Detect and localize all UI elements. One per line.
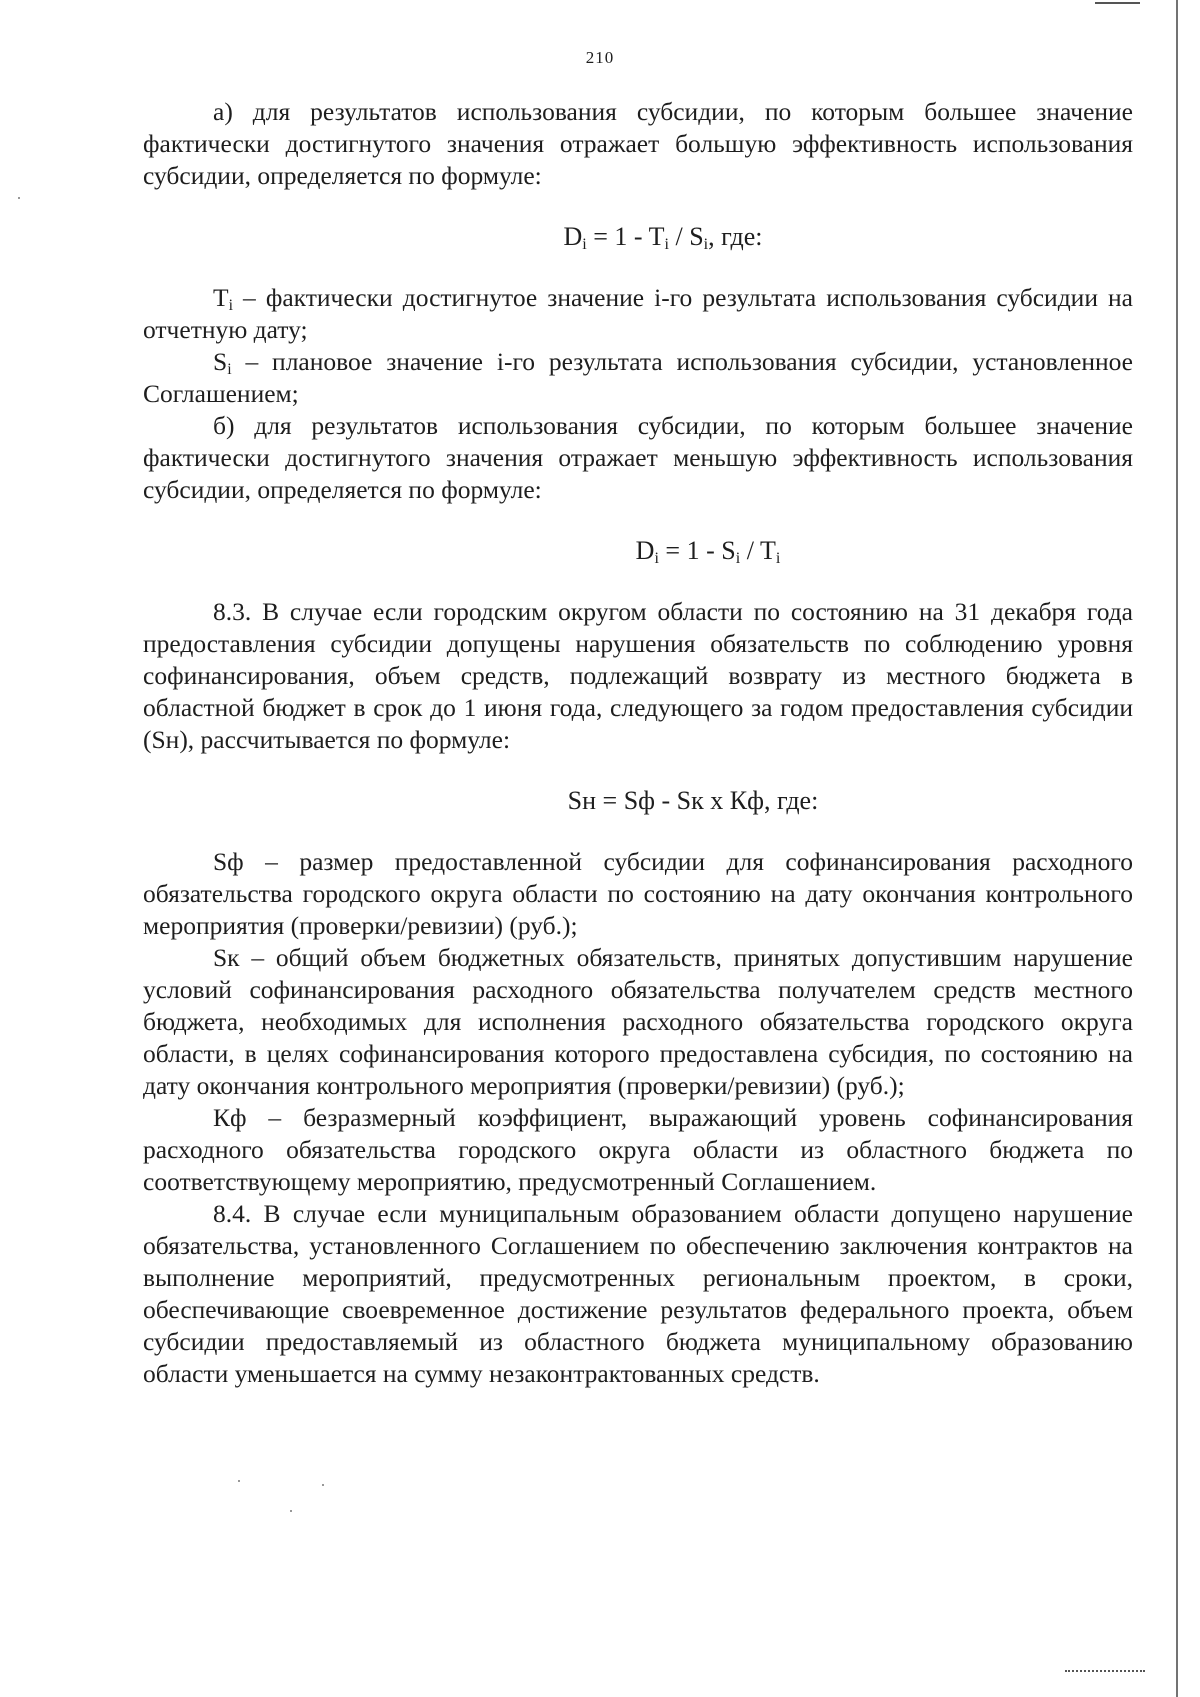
definition-s <box>143 346 1133 410</box>
formula-tail: , где: <box>708 222 763 251</box>
formula-symbol: T <box>648 222 665 251</box>
formula-symbol: S <box>721 536 736 565</box>
scan-speck <box>290 1510 292 1512</box>
formula-operator: = 1 - <box>658 536 722 565</box>
formula-index: i <box>664 236 669 253</box>
formula-symbol: T <box>759 536 776 565</box>
def-index: i <box>227 361 232 378</box>
page-number: 210 <box>585 48 615 67</box>
definition-sk: Sк – общий объем бюджетных обязательств, принятых допустившим нарушение условий софинансирования расходного обязательства получателем средств местного бюджета, необходимых для исполнения расходного обязательства городского округа области, в целях софинансирования которого предоставлена субсидия, по состоянию на дату окончания контрольного мероприятия (проверки/ревизии) (руб.); <box>143 943 1133 1100</box>
formula-index: i <box>775 550 781 567</box>
document-body <box>143 96 1133 1390</box>
definition-sf: Sф – размер предоставленной субсидии для софинансирования расходного обязательства городского округа области по состоянию на дату окончания контрольного мероприятия (проверки/ревизии) (руб.); <box>143 847 1133 940</box>
scan-speck <box>238 1480 240 1482</box>
scan-artifact <box>1095 2 1140 4</box>
def-symbol: T <box>213 283 229 312</box>
formula-sn: Sн = Sф - Sк х Кф, где: <box>567 786 819 815</box>
scan-speck <box>322 1484 324 1486</box>
formula-index: i <box>582 236 587 253</box>
def-symbol: S <box>213 347 228 376</box>
scan-edge-line <box>1176 0 1178 1697</box>
scan-speck <box>18 197 20 199</box>
formula-symbol: D <box>563 222 583 251</box>
formula-operator: / <box>740 536 760 565</box>
paragraph-a: а) для результатов использования субсидии, по которым большее значение фактически достигнутого значения отражает большую эффективность использования субсидии, определяется по формуле: <box>143 97 1133 190</box>
definition-t <box>143 282 1133 346</box>
formula-index: i <box>654 550 659 567</box>
formula-index: i <box>735 550 741 567</box>
formula-symbol: D <box>635 536 655 565</box>
def-text: – фактически достигнутое значение i-го результата использования субсидии на отчетную дату; <box>143 283 1133 344</box>
definition-kf: Кф – безразмерный коэффициент, выражающий уровень софинансирования расходного обязательства городского округа области из областного бюджета по соответствующему мероприятию, предусмотренный Соглашением. <box>143 1103 1133 1196</box>
formula-operator: = 1 - <box>586 222 649 251</box>
def-text: – плановое значение i-го результата использования субсидии, установленное Соглашением; <box>143 347 1133 408</box>
formula-index: i <box>703 236 709 253</box>
formula-symbol: S <box>689 222 704 251</box>
paragraph-b: б) для результатов использования субсидии, по которым большее значение фактически достигнутого значения отражает меньшую эффективность использования субсидии, определяется по формуле: <box>143 411 1133 504</box>
formula-operator: / <box>668 222 690 251</box>
scan-artifact <box>1065 1670 1145 1675</box>
section-8-3: 8.3. В случае если городским округом области по состоянию на 31 декабря года предоставления субсидии допущены нарушения обязательств по соблюдению уровня софинансирования, объем средств, подлежащий возврату из местного бюджета в областной бюджет в срок до 1 июня года, следующего за годом предоставления субсидии (Sн), рассчитывается по формуле: <box>143 597 1133 754</box>
def-index: i <box>228 297 233 314</box>
formula-d-efficiency-down <box>143 534 1133 568</box>
section-8-4: 8.4. В случае если муниципальным образованием области допущено нарушение обязательства, установленного Соглашением по обеспечению заключения контрактов на выполнение мероприятий, предусмотренных региональным проектом, в сроки, обеспечивающие своевременное достижение результатов федерального проекта, объем субсидии предоставляемый из областного бюджета муниципальному образованию области уменьшается на сумму незаконтрактованных средств. <box>143 1199 1133 1388</box>
formula-d-efficiency-up <box>143 220 1133 254</box>
